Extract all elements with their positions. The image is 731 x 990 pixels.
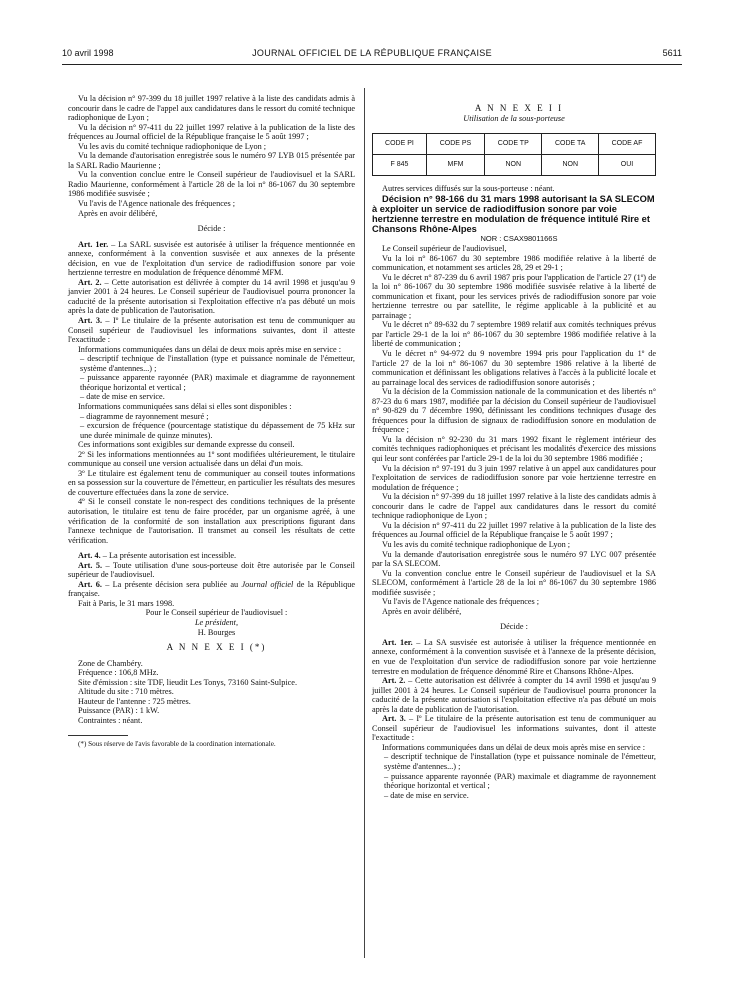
info-heading: Informations communiquées sans délai si elles sont disponibles : [78,401,292,411]
decide-heading: Décide : [197,224,226,234]
visa-paragraph: Vu les avis du comité technique radiophonique de Lyon ; [382,539,571,549]
other-services-line: Autres services diffusés sur la sous-porteuse : néant. [382,184,555,194]
list-item: – excursion de fréquence (pourcentage statistique du dépassement de 75 kHz sur une durée minimale de quinze minutes). [80,421,355,440]
article-label: Art. 1er. [382,637,413,647]
list-item: – descriptif technique de l'installation (type et puissance nominale de l'émetteur, système d'antennes...) ; [384,752,656,771]
column-divider [364,88,365,958]
article-text: de la République française. [68,579,355,599]
table-header-cell: CODE TA [542,134,599,155]
signature-name: H. Bourges [197,627,236,637]
header-date: 10 avril 1998 [62,48,114,58]
visa-paragraph: Vu la décision n° 97-399 du 18 juillet 1997 relative à la liste des candidats admis à concourir dans le cadre de l'appel aux candidatures dans le ressort du comité technique radiophonique de Lyon ; [372,492,656,521]
article-3 [68,316,355,345]
article-text: – Cette autorisation est délivrée à compter du 14 avril 1998 et jusqu'au 9 juillet 2001 à 24 heures. Le Conseil supérieur de l'audiovisuel pourra prononcer la caducité de la présente autorisation si l'exploitation effective n'a pas débuté un mois après la date de publication de l'autorisation. [372,676,656,714]
article-6 [68,580,355,599]
table-cell: OUI [599,155,656,176]
visa-paragraph: Vu la décision n° 97-191 du 3 juin 1997 relative à un appel aux candidatures pour l'exploitation de services de radiodiffusion sonore par voie hertzienne terrestre en modulation de fréquence ; [372,463,656,492]
table-cell: F 845 [373,155,427,176]
article-1 [68,240,355,278]
subcarrier-table [372,133,656,176]
body-paragraph: 2º Si les informations mentionnées au 1º sont modifiées ultérieurement, le titulaire communique au conseil une version actualisée dans un délai d'un mois. [68,449,355,469]
visa-paragraph: Vu la décision n° 97-411 du 22 juillet 1997 relative à la publication de la liste des fréquences au Journal officiel de la République française le 5 août 1997 ; [372,520,656,540]
article-text: – Cette autorisation est délivrée à compter du 14 avril 1998 et jusqu'au 9 janvier 2001 à 24 heures. Le Conseil supérieur de l'audiovisuel pourra prononcer la caducité de la présente autorisation si l'exploitation effective n'a pas débuté un mois après la date de publication de l'autorisation. [68,277,355,316]
article-2 [372,676,656,714]
annexe-line: Contraintes : néant. [78,715,143,725]
visa-paragraph: Vu les avis du comité technique radiophonique de Lyon ; [78,141,267,151]
visa-paragraph: Vu la loi n° 86-1067 du 30 septembre 1986 modifiée relative à la liberté de communication, et notamment ses articles 28, 29 et 29-1 ; [372,253,656,273]
right-column [372,104,656,800]
body-paragraph: 3º Le titulaire est également tenu de communiquer au conseil toutes informations en sa possession sur la couverture de l'émetteur, en particulier les résultats des mesures de couverture effectuées dans la zone de service. [68,468,355,497]
visa-paragraph: Vu la décision n° 97-411 du 22 juillet 1997 relative à la publication de la liste des fréquences au Journal officiel de la République française le 5 août 1997 ; [68,122,355,142]
article-1 [372,638,656,676]
table-header-cell: CODE PI [373,134,427,155]
visa-paragraph: Vu la décision n° 97-399 du 18 juillet 1997 relative à la liste des candidats admis à concourir dans le cadre de l'appel aux candidatures dans le ressort du comité technique radiophonique de Lyon ; [68,94,355,123]
article-label: Art. 2. [382,676,406,686]
table-header-row [373,134,656,155]
article-label: Art. 3. [382,714,406,724]
decide-heading: Décide : [500,622,528,632]
list-item: – date de mise en service. [384,790,469,800]
visa-paragraph: Après en avoir délibéré, [382,606,462,616]
info-heading: Informations communiquées dans un délai de deux mois après mise en service : [382,742,646,752]
article-text: – La présente autorisation est incessible. [100,551,237,561]
article-text: – La présente décision sera publiée au [101,579,242,589]
table-header-cell: CODE TP [485,134,542,155]
annexe-line: Altitude du site : 710 mètres. [78,687,174,697]
article-3 [372,714,656,743]
annexe-line: Zone de Chambéry. [78,658,143,668]
visa-paragraph: Vu la décision de la Commission nationale de la communication et des libertés n° 87-23 du 6 mars 1987, modifiée par la décision du Conseil supérieur de l'audiovisuel n° 90-829 du 7 décembre 1990, définissant les conditions techniques d'usage des fréquences pour la diffusion de signaux de radiodiffusion sonore en modulation de fréquence ; [372,387,656,435]
page-header [62,48,682,62]
article-label: Art. 5. [78,560,103,570]
article-text: – Iº Le titulaire de la présente autorisation est tenu de communiquer au Conseil supérieur de l'audiovisuel les informations suivantes, dont il atteste l'exactitude : [372,714,656,743]
article-text: – Toute utilisation d'une sous-porteuse doit être autorisée par le Conseil supérieur de l'audiovisuel. [68,560,355,580]
visa-paragraph: Vu l'avis de l'Agence nationale des fréquences ; [78,199,236,209]
visa-paragraph: Vu l'avis de l'Agence nationale des fréquences ; [382,597,540,607]
journal-reference: Journal officiel [241,579,294,589]
table-cell: NON [485,155,542,176]
visa-paragraph: Vu la demande d'autorisation enregistrée sous le numéro 97 LYB 015 présentée par la SARL Radio Maurienne ; [68,151,355,170]
table-header-cell: CODE PS [426,134,484,155]
article-text: – La SARL susvisée est autorisée à utiliser la fréquence mentionnée en annexe, conformément à la convention susvisée et aux annexes de la présente décision, en vue de l'exploitation d'un service de radiodiffusion sonore par voie hertzienne terrestre en modulation de fréquence dénommé MFM. [68,239,355,278]
annexe-2-title: A N N E X E I I [474,103,564,113]
table-header-cell: CODE AF [599,134,656,155]
annexe-line: Fréquence : 106,8 MHz. [78,668,159,678]
article-label: Art. 3. [78,316,103,326]
visa-paragraph: Après en avoir délibéré, [78,208,158,218]
footnote-rule [68,735,128,736]
body-paragraph: 4º Si le conseil constate le non-respect des conditions techniques de la présente autorisation, le titulaire est tenu de faire procéder, par un organisme agréé, à une vérification de la conformité de son installation aux prescriptions figurant dans l'annexe technique de l'autorisation. Il transmet au conseil les résultats de cette vérification. [68,497,355,545]
info-heading: Informations communiquées dans un délai de deux mois après mise en service : [78,344,342,354]
visa-paragraph: Vu la décision n° 92-230 du 31 mars 1992 fixant le règlement intérieur des comités techniques radiophoniques et précisant les modalités d'exercice des missions qui leur sont conférées par l'article 29-1 de la loi du 30 septembre 1986 modifiée ; [372,434,656,464]
annexe-line: Hauteur de l'antenne : 725 mètres. [78,696,191,706]
article-label: Art. 2. [78,277,102,287]
header-rule [62,64,682,65]
visa-paragraph: Vu la convention conclue entre le Conseil supérieur de l'audiovisuel et la SA SLECOM, conformément à l'article 28 de la loi n° 86-1067 du 30 septembre 1986 modifiée susvisée ; [372,568,656,597]
visa-paragraph: Le Conseil supérieur de l'audiovisuel, [382,244,507,253]
article-2 [68,278,355,316]
article-label: Art. 1er. [78,239,109,249]
article-label: Art. 4. [78,551,101,561]
footnote: (*) Sous réserve de l'avis favorable de la coordination internationale. [78,740,276,749]
visa-paragraph: Vu la convention conclue entre le Conseil supérieur de l'audiovisuel et la SARL Radio Maurienne, conformément à l'article 28 de la loi n° 86-1067 du 30 septembre 1986 modifiée susvisée ; [68,170,355,199]
header-page-number: 5611 [662,48,682,58]
annexe-2-subtitle: Utilisation de la sous-porteuse [463,113,565,123]
visa-paragraph: Vu le décret n° 89-632 du 7 septembre 1989 relatif aux comités techniques prévus par l'article 29-1 de la loi n° 86-1067 du 30 septembre 1986 modifiée relative à la liberté de communication ; [372,320,656,349]
visa-paragraph: Vu la demande d'autorisation enregistrée sous le numéro 97 LYC 007 présentée par la SA SLECOM. [372,549,656,569]
body-paragraph: Ces informations sont exigibles sur demande expresse du conseil. [78,440,295,450]
annexe-line: Puissance (PAR) : 1 kW. [78,706,160,716]
decision-title: Décision n° 98-166 du 31 mars 1998 autorisant la SA SLECOM à exploiter un service de radiodiffusion sonore par voie hertzienne terrestre en modulation de fréquence intitulé Rire et Chansons Rhône-Alpes [372,193,655,235]
article-label: Art. 6. [78,579,102,589]
signature-for: Pour le Conseil supérieur de l'audiovisuel : [145,608,288,618]
list-item: – puissance apparente rayonnée (PAR) maximale et diagramme de rayonnement théorique horizontal et vertical ; [384,771,656,791]
header-journal-title: JOURNAL OFFICIEL DE LA RÉPUBLIQUE FRANÇAISE [252,48,492,58]
list-item: – descriptif technique de l'installation (type et puissance nominale de l'émetteur, système d'antennes...) ; [80,354,355,373]
list-item: – puissance apparente rayonnée (PAR) maximale et diagramme de rayonnement théorique horizontal et vertical ; [80,373,355,392]
list-item: – diagramme de rayonnement mesuré ; [80,411,209,421]
nor-reference: NOR : CSAX9801166S [480,234,558,244]
table-cell: NON [542,155,599,176]
annexe-line: Site d'émission : site TDF, lieudit Les Tonys, 73160 Saint-Sulpice. [78,677,298,687]
article-4 [68,551,355,561]
list-item: – date de mise en service. [80,392,165,402]
annexe-1-title: A N N E X E I (*) [166,642,267,653]
article-text: – Iº Le titulaire de la présente autorisation est tenu de communiquer au Conseil supérieur de l'audiovisuel les informations suivantes, dont il atteste l'exactitude : [68,316,355,345]
article-text: – La SA susvisée est autorisée à utiliser la fréquence mentionnée en annexe, conformément à la convention susvisée et à l'annexe de la présente décision, en vue de l'exploitation d'un service de radiodiffusion sonore par voie hertzienne terrestre en modulation de fréquence dénommé Rire et Chansons Rhône-Alpes. [372,637,656,676]
article-5 [68,561,355,580]
visa-paragraph: Vu le décret n° 94-972 du 9 novembre 1994 pris pour l'application du 1º de l'article 27 de la loi n° 86-1067 du 30 septembre 1986 relative à la liberté de communication et définissant les obligations relatives à l'accès à la publicité locale et au parrainage local des services de radiodiffusion sonore autorisés ; [372,349,656,387]
signature-title: Le président, [194,617,239,627]
visa-paragraph: Vu le décret n° 87-239 du 6 avril 1987 pris pour l'application de l'article 27 (1º) de la loi n° 86-1067 du 30 septembre 1986 modifiée susvisée relative à la liberté de communication et fixant, pour les services privés de radiodiffusion sonore par voie hertzienne terrestre ou par satellite, le régime applicable à la publicité et au parrainage ; [372,272,656,320]
left-column [68,94,355,749]
fait-line: Fait à Paris, le 31 mars 1998. [78,598,175,608]
table-cell: MFM [426,155,484,176]
table-row [373,155,656,176]
